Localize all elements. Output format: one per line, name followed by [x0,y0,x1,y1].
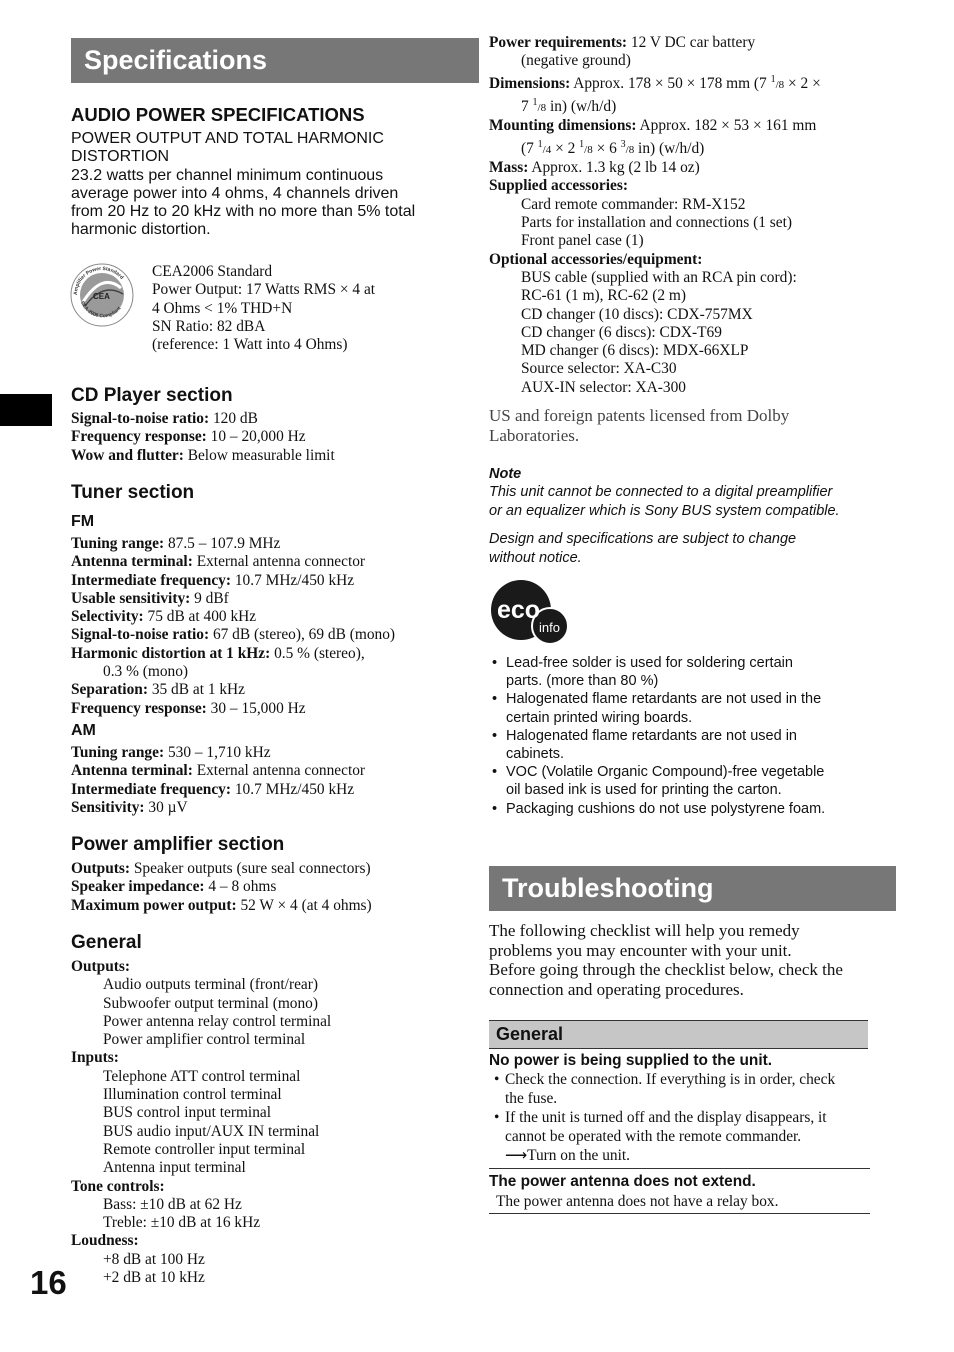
eco-logo-text: eco [497,596,541,624]
problem-no-power: No power is being supplied to the unit. [489,1052,773,1069]
eco-bullet-list [489,654,870,818]
cea-compliant-logo [69,262,135,328]
note-heading: Note [489,466,522,482]
eco-bullet: • Halogenated flame retardants are not used in cabinets. [489,727,870,763]
divider [489,1213,870,1214]
fm-specs: Tuning range: 87.5 – 107.9 MHz Antenna terminal: External antenna connector Intermediate frequency: 10.7 MHz/450 kHz Usable sensitivity: 9 dBf Selectivity: 75 dB at 400 kHz Signal-to-noise ratio: 67 dB (stereo), 69 dB (mono) Harmonic distortion at 1 kHz: 0.5 % (stereo), 0.3 % (mono) Separation: 35 dB at 1 kHz Frequency response: 30 – 15,000 Hz [71,535,396,717]
remedy-action: ⟶Turn on the unit. [505,1147,630,1164]
note-text: This unit cannot be connected to a digital preamplifier or an equalizer which is Sony BUS system compatible. [489,484,840,519]
divider [489,1168,870,1169]
eco-bullet: • VOC (Volatile Organic Compound)-free vegetable oil based ink is used for printing the carton. [489,763,870,799]
info-logo-text: info [539,620,560,635]
cea-standard-block: CEA2006 Standard Power Output: 17 Watts RMS × 4 at 4 Ohms < 1% THD+N SN Ratio: 82 dBA (reference: 1 Watt into 4 Ohms) [152,263,376,354]
troubleshooting-banner: Troubleshooting [489,866,896,911]
audio-power-paragraph: 23.2 watts per channel minimum continuous average power into 4 ohms, 4 channels driven from 20 Hz to 20 kHz with no more than 5% total harmonic distortion. [71,167,416,238]
cea-logo-top-text: Amplifier Power Standard [72,265,125,296]
physical-specs: Power requirements: 12 V DC car battery (negative ground) Dimensions: Approx. 178 × 50 × 178 mm (7 $^1$/8 × 2 × 7 $^1$/8 in) (w/h/d) Mounting dimensions: Approx. 182 × 53 × 161 mm (7 $^1$/4 × 2 $^1$/8 × 6 $^3$/8 in) (w/h/d) Mass: Approx. 1.3 kg (2 lb 14 oz) Supplied accessories: Card remote commander: RM-X152 Parts for installation and connections (1 set) Front panel case (1) Optional accessories/equipment: BUS cable (supplied with an RCA pin cord): RC-61 (1 m), RC-62 (2 m) CD changer (10 discs): CDX-757MX CD changer (6 discs): CDX-T69 MD changer (6 discs): MDX-66XLP Source selector: XA-C30 AUX-IN selector: XA-300 [489,34,821,396]
cd-player-heading: CD Player section [71,385,233,406]
specifications-banner: Specifications [71,38,479,83]
power-amp-specs: Outputs: Speaker outputs (sure seal connectors) Speaker impedance: 4 – 8 ohms Maximum power output: 52 W × 4 (at 4 ohms) [71,860,372,914]
dolby-notice: US and foreign patents licensed from Dolby Laboratories. [489,406,790,445]
page-number: 16 [30,1264,67,1301]
power-amp-heading: Power amplifier section [71,834,285,855]
cd-player-specs: Signal-to-noise ratio: 120 dB Frequency response: 10 – 20,000 Hz Wow and flutter: Below measurable limit [71,410,335,464]
eco-bullet: • Lead-free solder is used for soldering certain parts. (more than 80 %) [489,654,870,690]
fm-label: FM [71,513,95,530]
arrow-right-icon: ⟶ [505,1147,528,1164]
remedy-item: • If the unit is turned off and the display disappears, it cannot be operated with the remote commander. [489,1108,870,1146]
eco-info-logo [491,578,571,646]
audio-power-subheading: POWER OUTPUT AND TOTAL HARMONIC DISTORTION [71,130,384,165]
eco-bullet: • Halogenated flame retardants are not used in the certain printed wiring boards. [489,690,870,726]
am-specs: Tuning range: 530 – 1,710 kHz Antenna terminal: External antenna connector Intermediate frequency: 10.7 MHz/450 kHz Sensitivity: 30 µV [71,744,366,816]
cea-logo-bottom-text: CEA-2006 Compliant [79,300,123,320]
general-heading: General [71,932,142,953]
problem-antenna-cause: The power antenna does not have a relay box. [496,1193,779,1210]
cea-logo-mark: CEA [93,292,110,301]
page-edge-tab [0,394,52,426]
problem-antenna: The power antenna does not extend. [489,1173,756,1190]
problem-no-power-remedies [489,1070,870,1165]
audio-power-heading: AUDIO POWER SPECIFICATIONS [71,104,365,125]
design-notice: Design and specifications are subject to change without notice. [489,531,797,566]
troubleshooting-intro: The following checklist will help you remedy problems you may encounter with your unit. Before going through the checklist below, check the connection and operating procedures. [489,921,843,999]
tuner-heading: Tuner section [71,482,195,503]
eco-bullet: • Packaging cushions do not use polystyrene foam. [489,800,870,818]
general-specs: Outputs: Audio outputs terminal (front/rear) Subwoofer output terminal (mono) Power antenna relay control terminal Power amplifier control terminal Inputs: Telephone ATT control terminal Illumination control terminal BUS control input terminal BUS audio input/AUX IN terminal Remote controller input terminal Antenna input terminal Tone controls: Bass: ±10 dB at 62 Hz Treble: ±10 dB at 16 kHz Loudness: +8 dB at 100 Hz +2 dB at 10 kHz [71,958,332,1287]
general-section-bar: General [489,1020,868,1049]
remedy-item: • Check the connection. If everything is in order, check the fuse. [489,1070,870,1108]
am-label: AM [71,722,96,739]
